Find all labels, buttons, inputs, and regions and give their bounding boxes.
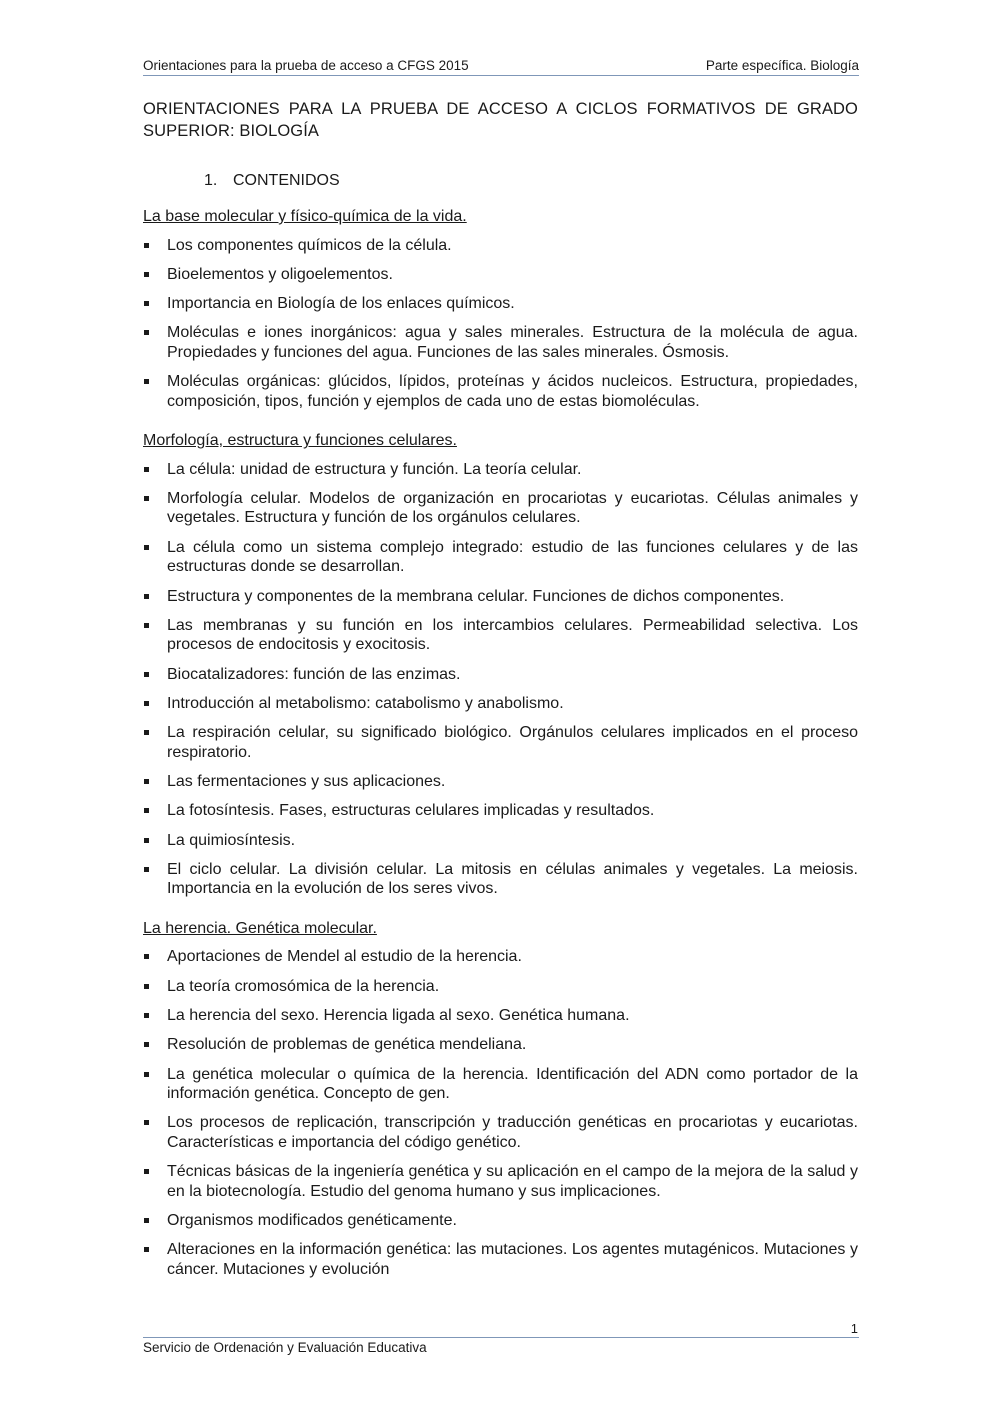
subsections-container: [143, 207, 858, 1279]
list-item: [143, 616, 858, 655]
square-bullet-icon: [144, 623, 149, 628]
list-item-text: Bioelementos y oligoelementos.: [167, 265, 393, 283]
list-item-text: La respiración celular, su significado biológico. Orgánulos celulares implicados en el proceso respiratorio.: [167, 724, 858, 761]
square-bullet-icon: [144, 779, 149, 784]
square-bullet-icon: [144, 672, 149, 677]
list-item-text: Introducción al metabolismo: catabolismo y anabolismo.: [167, 694, 564, 712]
content-list: [143, 460, 858, 899]
list-item: [143, 587, 858, 607]
section-heading: [204, 172, 858, 190]
page-header: [143, 58, 859, 76]
section-number: 1.: [204, 172, 218, 189]
list-item: [143, 1240, 858, 1279]
list-item-text: Los componentes químicos de la célula.: [167, 236, 452, 254]
square-bullet-icon: [144, 1042, 149, 1047]
list-item: [143, 977, 858, 997]
list-item-text: El ciclo celular. La división celular. La mitosis en células animales y vegetales. La meiosis. Importancia en la evolución de los seres vivos.: [167, 860, 858, 898]
list-item-text: Estructura y componentes de la membrana celular. Funciones de dichos componentes.: [167, 587, 785, 605]
footer-text: Servicio de Ordenación y Evaluación Educativa: [143, 1340, 427, 1355]
square-bullet-icon: [144, 867, 149, 872]
list-item: [143, 265, 858, 285]
list-item-text: Moléculas e iones inorgánicos: agua y sales minerales. Estructura de la molécula de agua. Propiedades y funciones del agua. Funciones de las sales minerales. Ósmosis.: [167, 324, 858, 361]
square-bullet-icon: [144, 467, 149, 472]
list-item: [143, 772, 858, 792]
content-list: [143, 947, 858, 1279]
square-bullet-icon: [144, 545, 149, 550]
list-item-text: Técnicas básicas de la ingeniería genética y su aplicación en el campo de la mejora de la salud y en la biotecnología. Estudio del genoma humano y sus implicaciones.: [167, 1163, 858, 1200]
list-item-text: La teoría cromosómica de la herencia.: [167, 977, 440, 995]
list-item: [143, 665, 858, 685]
list-item-text: Las membranas y su función en los intercambios celulares. Permeabilidad selectiva. Los procesos de endocitosis y exocitosis.: [167, 616, 858, 654]
list-item: [143, 801, 858, 821]
list-item-text: La quimiosíntesis.: [167, 831, 296, 849]
list-item: [143, 694, 858, 714]
list-item: [143, 1006, 858, 1026]
list-item-text: La herencia del sexo. Herencia ligada al sexo. Genética humana.: [167, 1007, 630, 1025]
square-bullet-icon: [144, 808, 149, 813]
subsection: [143, 431, 858, 899]
list-item: [143, 1162, 858, 1201]
square-bullet-icon: [144, 379, 149, 384]
list-item-text: Los procesos de replicación, transcripción y traducción genéticas en procariotas y eucariotas. Características e importancia del código genético.: [167, 1114, 858, 1151]
square-bullet-icon: [144, 1218, 149, 1223]
square-bullet-icon: [144, 730, 149, 735]
list-item-text: La célula como un sistema complejo integrado: estudio de las funciones celulares y de las estructuras donde se desarrollan.: [167, 538, 858, 576]
list-item-text: Moléculas orgánicas: glúcidos, lípidos, proteínas y ácidos nucleicos. Estructura, propiedades, composición, tipos, función y ejemplos de cada uno de estas biomoléculas.: [167, 373, 858, 410]
subsection-title: La herencia. Genética molecular.: [143, 919, 377, 937]
square-bullet-icon: [144, 1072, 149, 1077]
list-item-text: La genética molecular o química de la herencia. Identificación del ADN como portador de la información genética. Concepto de gen.: [167, 1065, 858, 1103]
square-bullet-icon: [144, 243, 149, 248]
square-bullet-icon: [144, 701, 149, 706]
list-item: [143, 1211, 858, 1231]
square-bullet-icon: [144, 1169, 149, 1174]
list-item-text: Importancia en Biología de los enlaces químicos.: [167, 295, 515, 313]
square-bullet-icon: [144, 1120, 149, 1125]
list-item: [143, 1113, 858, 1152]
page-number: 1: [850, 1321, 858, 1336]
square-bullet-icon: [144, 496, 149, 501]
list-item: [143, 460, 858, 480]
square-bullet-icon: [144, 272, 149, 277]
list-item-text: Biocatalizadores: función de las enzimas.: [167, 665, 461, 683]
subsection: [143, 207, 858, 411]
document-title: ORIENTACIONES PARA LA PRUEBA DE ACCESO A CICLOS FORMATIVOS DE GRADO SUPERIOR: BIOLOGÍA: [143, 100, 858, 140]
list-item-text: La célula: unidad de estructura y función. La teoría celular.: [167, 460, 582, 478]
list-item: [143, 1065, 858, 1104]
list-item: [143, 831, 858, 851]
square-bullet-icon: [144, 594, 149, 599]
list-item: [143, 860, 858, 899]
square-bullet-icon: [144, 1013, 149, 1018]
list-item-text: Resolución de problemas de genética mendeliana.: [167, 1036, 527, 1054]
list-item-text: La fotosíntesis. Fases, estructuras celulares implicadas y resultados.: [167, 802, 655, 820]
list-item: [143, 236, 858, 256]
list-item: [143, 947, 858, 967]
list-item: [143, 1035, 858, 1055]
subsection-title: La base molecular y físico-química de la vida.: [143, 208, 467, 225]
list-item: [143, 489, 858, 528]
square-bullet-icon: [144, 301, 149, 306]
list-item: [143, 723, 858, 762]
list-item-text: Las fermentaciones y sus aplicaciones.: [167, 773, 446, 791]
list-item: [143, 294, 858, 314]
subsection-title: Morfología, estructura y funciones celulares.: [143, 432, 457, 450]
list-item-text: Morfología celular. Modelos de organización en procariotas y eucariotas. Células animales y vegetales. Estructura y función de los orgánulos celulares.: [167, 489, 858, 527]
header-right: Parte específica. Biología: [705, 58, 859, 73]
list-item: [143, 372, 858, 411]
section-label: CONTENIDOS: [233, 172, 340, 189]
list-item-text: Alteraciones en la información genética: las mutaciones. Los agentes mutagénicos. Mutaciones y cáncer. Mutaciones y evolución: [167, 1241, 858, 1278]
page-content: [143, 98, 858, 1289]
list-item-text: Organismos modificados genéticamente.: [167, 1212, 457, 1230]
square-bullet-icon: [144, 954, 149, 959]
header-left: Orientaciones para la prueba de acceso a CFGS 2015: [143, 58, 469, 73]
list-item: [143, 323, 858, 362]
content-list: [143, 236, 858, 412]
list-item-text: Aportaciones de Mendel al estudio de la herencia.: [167, 948, 522, 966]
square-bullet-icon: [144, 1247, 149, 1252]
list-item: [143, 538, 858, 577]
square-bullet-icon: [144, 838, 149, 843]
square-bullet-icon: [144, 330, 149, 335]
footer-divider: [143, 1337, 859, 1338]
subsection: [143, 919, 858, 1279]
square-bullet-icon: [144, 984, 149, 989]
